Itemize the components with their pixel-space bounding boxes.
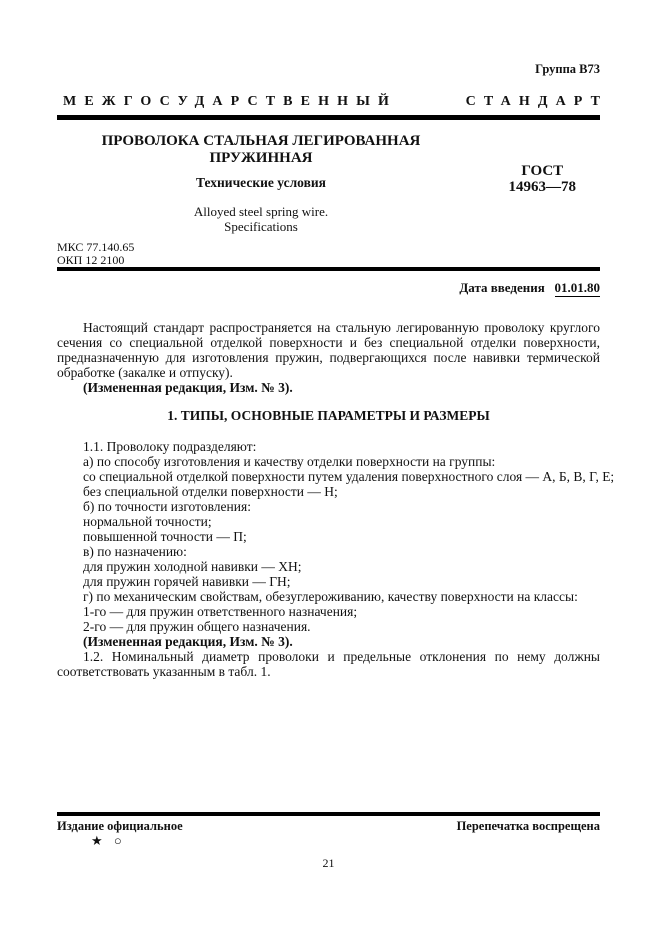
scope-paragraph: Настоящий стандарт распространяется на стальную легированную проволоку круглого сечения со специальной отделкой поверхности и без специальной отделки поверхности, предназначенную для изготовления пружин, подвергающихся после навивки термической обработке (закалке и отпуску). — [57, 320, 600, 380]
gost-label: ГОСТ — [521, 163, 564, 179]
standard-type-word-2: СТАНДАРТ — [465, 94, 609, 109]
amendment-note-section-1: (Измененная редакция, Изм. № 3). — [83, 634, 293, 649]
clause-1-1-line: для пружин горячей навивки — ГН; — [83, 574, 291, 589]
group-label: Группа В73 — [535, 62, 600, 76]
gost-number-block — [509, 164, 577, 195]
reprint-forbidden-label: Перепечатка воспрещена — [456, 819, 600, 833]
page-number: 21 — [322, 856, 335, 870]
mks-code: МКС 77.140.65 — [57, 240, 135, 254]
clause-1-1-list — [83, 439, 615, 634]
document-title-english-line-1: Alloyed steel spring wire. — [193, 204, 329, 219]
section-1-heading: 1. ТИПЫ, ОСНОВНЫЕ ПАРАМЕТРЫ И РАЗМЕРЫ — [167, 408, 490, 423]
clause-1-1-line: 1-го — для пружин ответственного назначения; — [83, 604, 358, 619]
clause-1-1-line: со специальной отделкой поверхности путем удаления поверхностного слоя — А, Б, В, Г, Е; — [83, 469, 615, 484]
clause-1-1-line: 1.1. Проволоку подразделяют: — [83, 439, 257, 454]
clause-1-1-line: а) по способу изготовления и качеству отделки поверхности на группы: — [83, 454, 496, 469]
clause-1-1-line: повышенной точности — П; — [83, 529, 247, 544]
classification-codes — [57, 241, 600, 266]
page-footer — [57, 812, 600, 870]
clause-1-2-paragraph: 1.2. Номинальный диаметр проволоки и предельные отклонения по нему должны соответствовать указанным в табл. 1. — [57, 649, 600, 679]
document-title-line-1: ПРОВОЛОКА СТАЛЬНАЯ ЛЕГИРОВАННАЯ — [101, 133, 421, 149]
standard-type-word-1: МЕЖГОСУДАРСТВЕННЫЙ — [63, 94, 397, 109]
document-title-line-2: ПРУЖИННАЯ — [209, 149, 313, 166]
document-title-english-line-2: Specifications — [224, 219, 298, 234]
official-edition-label: Издание официальное — [57, 819, 183, 833]
footer-rule — [57, 812, 600, 816]
amendment-note-intro: (Измененная редакция, Изм. № 3). — [83, 380, 293, 395]
clause-1-1-line: г) по механическим свойствам, обезуглероживанию, качеству поверхности на классы: — [83, 589, 578, 604]
star-icon: ★ — [91, 833, 107, 848]
footer-notices — [57, 819, 600, 833]
title-column — [57, 120, 465, 234]
title-header-zone — [57, 120, 600, 234]
clause-1-1-line: 2-го — для пружин общего назначения. — [83, 619, 311, 634]
circle-icon: ○ — [113, 833, 126, 848]
clause-1-1-line: б) по точности изготовления: — [83, 499, 251, 514]
introduction-date-value: 01.01.80 — [554, 280, 600, 295]
clause-1-1-line: в) по назначению: — [83, 544, 187, 559]
edition-symbols — [91, 834, 600, 848]
clause-1-1-line: для пружин холодной навивки — ХН; — [83, 559, 302, 574]
clause-1-1-line: нормальной точности; — [83, 514, 212, 529]
okp-code: ОКП 12 2100 — [57, 252, 125, 267]
gost-number: 14963—78 — [508, 178, 576, 195]
introduction-date-label: Дата введения — [459, 280, 545, 295]
clause-1-1-line: без специальной отделки поверхности — Н; — [83, 484, 338, 499]
codes-rule — [57, 267, 600, 271]
standard-type-heading — [57, 92, 609, 111]
document-title — [57, 120, 465, 166]
page-content — [57, 0, 615, 679]
document-title-english — [57, 204, 465, 234]
document-subtitle: Технические условия — [196, 175, 326, 190]
introduction-date — [57, 281, 600, 295]
